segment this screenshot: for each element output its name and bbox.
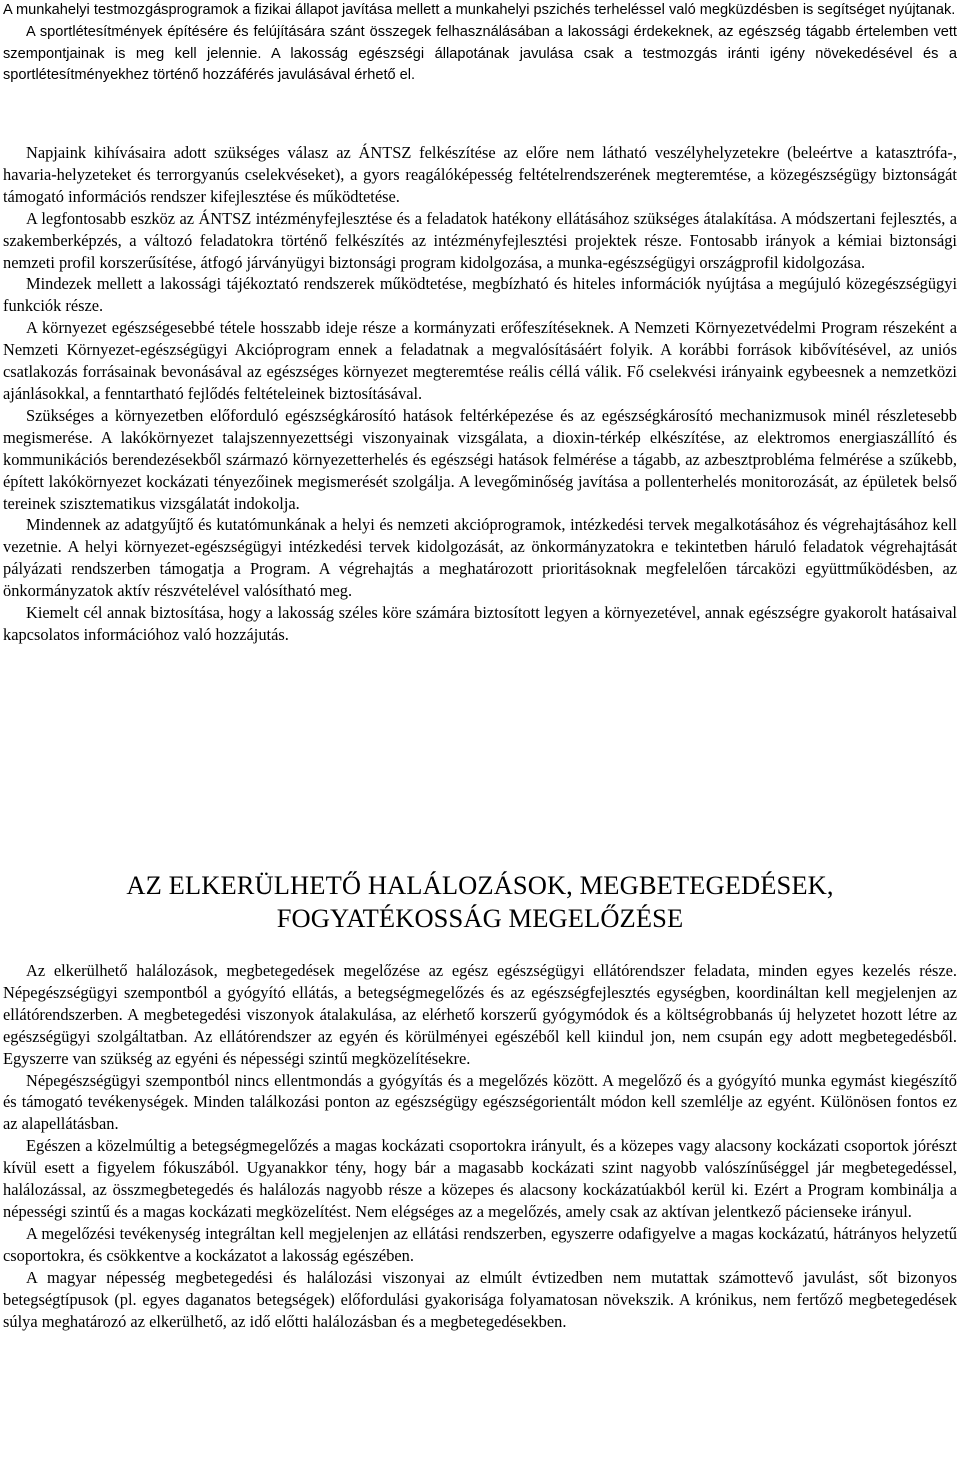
paragraph-environmental-hazards: Szükséges a környezetben előforduló egészségkárosító hatások feltérképezése és az egészségkárosító mechanizmusok minél részletesebb megismerése. A lakókörnyezet talajszennyezettségi viszonyainak vizsgálata, a dioxin-térkép elkészítése, az elektromos energiaszállító és kommunikációs berendezésekből származó környezetterhelés és egészségi hatások felmérése a tágabb, az azbesztprobléma felmérése a szűkebb, épített lakókörnyezet kockázati tényezőinek megismerését szolgálja. A levegőminőség javítása a pollenterhelés monitorozását, az épületek belső tereinek szisztematikus vizsgálatát indokolja. [3, 405, 957, 513]
paragraph-integrated-prevention: A megelőzési tevékenység integráltan kell megjelenjen az ellátási rendszerben, egyszerre odafigyelve a magas kockázatú, hátrányos helyzetű csoportokra, és csökkentve a kockázatot a lakosság egészében. [3, 1223, 957, 1265]
prevention-section [3, 960, 957, 1332]
paragraph-public-information: Mindezek mellett a lakossági tájékoztató rendszerek működtetése, megbízható és hiteles információk nyújtása a megújuló közegészségügyi funkciók része. [3, 274, 957, 316]
section-heading [3, 869, 957, 935]
paragraph-action-plans: Mindennek az adatgyűjtő és kutatómunkának a helyi és nemzeti akcióprogramok, intézkedési tervek megalkotásához és végrehajtásához kell vezetnie. A helyi környezet-egészségügyi intézkedési tervek kidolgozását, az önkormányzatokra e tekintetben háruló feladatok végrehajtását pályázati rendszerben támogatja a Program. A végrehajtás a meghatározott prioritásoknak megfelelően tárcaközi együttműködésben, az önkormányzatok aktív részvételével valósítható meg. [3, 515, 957, 601]
sport-section [3, 0, 957, 87]
paragraph-hungarian-population: A magyar népesség megbetegedési és halálozási viszonyai az elmúlt évtizedben nem mutattak számottevő javulást, sőt bizonyos betegségtípusok (pl. egyes daganatos betegségek) előfordulási gyakorisága folyamatosan növekszik. A krónikus, nem fertőző megbetegedések súlya meghatározó az elkerülhető, az idő előtti halálozásban és a megbetegedésekben. [3, 1267, 957, 1331]
paragraph-avoidable-mortality: Az elkerülhető halálozások, megbetegedések megelőzése az egész egészségügyi ellátórendszer feladata, minden egyes kezelés része. Népegészségügyi szempontból a gyógyító ellátás, a betegségmegelőzés és az egészségfejlesztés egységben, koordináltan kell megjelenjen az ellátórendszerben. A megbetegedési viszonyok átalakulása, az elérhető korszerű gyógymódok és a költségrobbanás új helyzetet hozott létre az egészségügyi szolgáltatban. Az ellátórendszer az egyén és körülményei egészéből kell kiindul jon, nem csupán egy adott megbetegedésből. Egyszerre van szükség az egyéni és népességi szintű megközelítésekre. [3, 961, 957, 1068]
paragraph-challenges: Napjaink kihívásaira adott szükséges válasz az ÁNTSZ felkészítése az előre nem látható veszélyhelyzetekre (beleértve a katasztrófa-, havaria-helyzeteket és terrorgyanús cselekvéseket), a gyors reagálóképesség feltételrendszerének megteremtése, a közegészségügy biztonságát támogató információs rendszer kifejlesztése és működtetése. [3, 143, 957, 206]
paragraph-institution-development: A legfontosabb eszköz az ÁNTSZ intézményfejlesztése és a feladatok hatékony ellátásához szükséges átalakítása. A módszertani fejlesztés, a szakemberképzés, a változó feladatokra történő felkészítés az intézményfejlesztési projektek része. Fontosabb irányok a kémiai biztonsági nemzeti profil korszerűsítése, átfogó járványügyi biztonsági program kidolgozása, a munka-egészségügyi országprofil kidolgozása. [3, 208, 957, 272]
antsz-section [3, 142, 957, 646]
paragraph-sport-facilities: A sportlétesítmények építésére és felújítására szánt összegek felhasználásában a lakossági érdekeknek, az egészség tágabb értelemben vett szempontjainak is meg kell jelennie. A lakosság egészségi állapotának javulása csak a testmozgás iránti igény növekedésével és a sportlétesítményekhez történő hozzáférés javulásával érhető el. [3, 23, 957, 84]
paragraph-information-access: Kiemelt cél annak biztosítása, hogy a lakosság széles köre számára biztosított legyen a környezetével, annak egészségre gyakorolt hatásaival kapcsolatos információhoz való hozzájutás. [3, 603, 957, 644]
heading-line-1: AZ ELKERÜLHETŐ HALÁLOZÁSOK, MEGBETEGEDÉSEK, [126, 870, 834, 900]
paragraph-risk-groups: Egészen a közelmúltig a betegségmegelőzés a magas kockázati csoportokra irányult, és a közepes vagy alacsony kockázati csoportok jórészt kívül esett a figyelem fókuszából. Ugyanakkor tény, hogy bár a magasabb kockázati szint nagyobb valószínűséggel jár megbetegedéssel, halálozással, az összmegbetegedés és halálozás nagyobb része a közepes és alacsony kockázatúakból kerül ki. Ezért a Program kombinálja a népességi szintű és a magas kockázati megközelítést. Nem elégséges az a megelőzés, amely csak az aktívan jelentkező pácienseke irányul. [3, 1136, 957, 1221]
paragraph-environment-program: A környezet egészségesebbé tétele hosszabb ideje része a kormányzati erőfeszítéseknek. A Nemzeti Környezetvédelmi Program részeként a Nemzeti Környezet-egészségügyi Akcióprogram ennek a feladatnak a megvalósításáért folyik. A korábbi források kibővítésével, az uniós csatlakozás forrásainak bevonásával az egészséges környezet megteremtése reális céllá válik. Fő cselekvési irányaink egybeesnek a nemzetközi ajánlásokkal, a fenntartható fejlődés feltételeinek biztosításával. [3, 318, 957, 403]
paragraph-workplace-exercise: A munkahelyi testmozgásprogramok a fizikai állapot javítása mellett a munkahelyi pszichés terheléssel való megküzdésben is segítséget nyújtanak. [3, 2, 956, 18]
heading-line-2: FOGYATÉKOSSÁG MEGELŐZÉSE [276, 903, 684, 933]
paragraph-healing-and-prevention: Népegészségügyi szempontból nincs ellentmondás a gyógyítás és a megelőzés között. A megelőző és a gyógyító munka egymást kiegészítő és támogató tevékenységek. Minden találkozási ponton az egészségügy egészségorientált módon kell szemlélje az egyént. Különösen fontos ez az alapellátásban. [3, 1070, 957, 1134]
